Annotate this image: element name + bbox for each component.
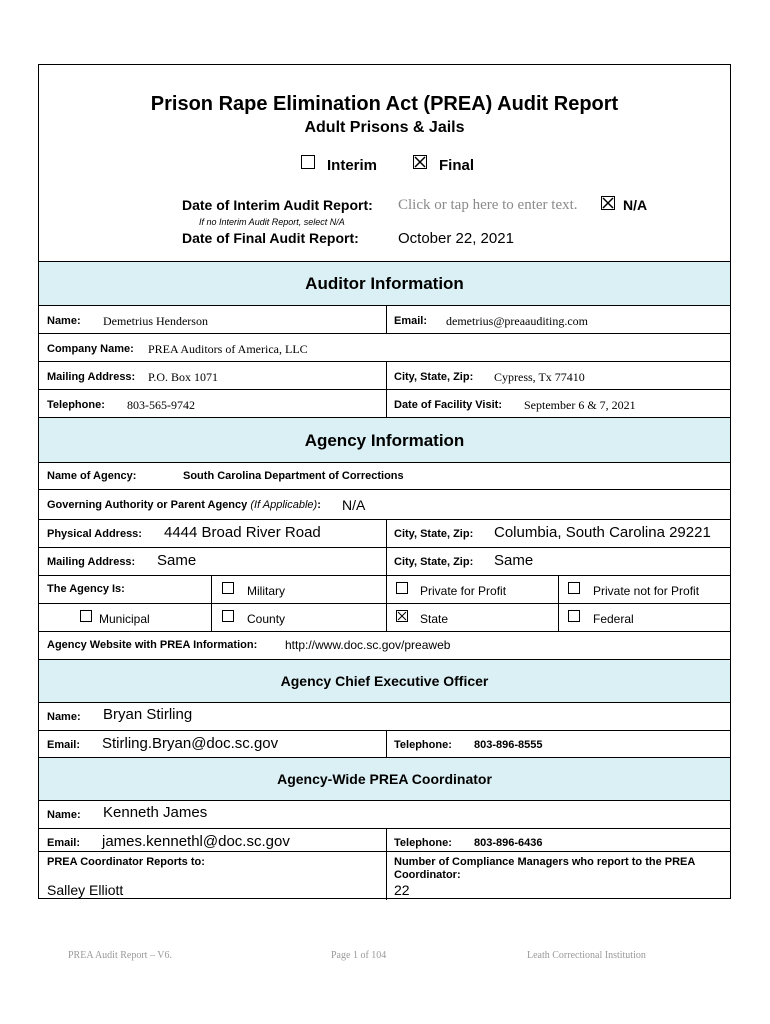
state-label: State: [420, 612, 449, 626]
check-x-icon: [414, 156, 426, 168]
ceo-email-label: Email:: [47, 739, 81, 751]
company-name-value: PREA Auditors of America, LLC: [148, 342, 308, 356]
na-checkbox-checked[interactable]: [601, 196, 615, 210]
compliance-managers-label-line1: Number of Compliance Managers who report to the PREA: [394, 856, 696, 868]
ceo-email-value: Stirling.Bryan@doc.sc.gov: [102, 735, 279, 752]
ceo-telephone-value: 803-896-8555: [474, 739, 543, 751]
final-label: Final: [439, 157, 475, 174]
reports-to-value: Salley Elliott: [47, 882, 124, 898]
interim-note: If no Interim Audit Report, select N/A: [199, 217, 345, 227]
auditor-mailing-label: Mailing Address:: [47, 371, 136, 383]
auditor-name-label: Name:: [47, 315, 81, 327]
municipal-label: Municipal: [99, 612, 150, 626]
coordinator-section-title: Agency-Wide PREA Coordinator: [277, 771, 492, 787]
coordinator-section-header: [39, 757, 730, 801]
private-nonprofit-checkbox[interactable]: [568, 582, 580, 594]
coordinator-name-value: Kenneth James: [103, 804, 208, 821]
agency-section-title: Agency Information: [304, 431, 465, 450]
interim-date-field[interactable]: Click or tap here to enter text.: [398, 197, 578, 213]
federal-label: Federal: [593, 612, 634, 626]
governing-authority-value: N/A: [342, 497, 366, 513]
report-subtitle: Adult Prisons & Jails: [304, 119, 465, 136]
auditor-section-header: [39, 261, 730, 306]
agency-mailing-city-label: City, State, Zip:: [394, 556, 474, 568]
private-nonprofit-label: Private not for Profit: [593, 584, 700, 598]
county-checkbox[interactable]: [222, 610, 234, 622]
ceo-section-header: [39, 659, 730, 703]
compliance-managers-value: 22: [394, 882, 410, 898]
physical-address-label: Physical Address:: [47, 528, 142, 540]
facility-visit-label: Date of Facility Visit:: [394, 399, 502, 411]
auditor-city-value: Cypress, Tx 77410: [494, 370, 585, 384]
agency-section-header: [39, 417, 730, 463]
state-checkbox-checked[interactable]: [396, 610, 408, 622]
ceo-section-title: Agency Chief Executive Officer: [280, 673, 489, 689]
coordinator-email-label: Email:: [47, 837, 81, 849]
auditor-telephone-value: 803-565-9742: [127, 398, 195, 412]
coordinator-telephone-value: 803-896-6436: [474, 837, 543, 849]
agency-mailing-city-value: Same: [494, 552, 534, 569]
auditor-section-title: Auditor Information: [305, 274, 464, 293]
private-profit-checkbox[interactable]: [396, 582, 408, 594]
agency-website-link[interactable]: http://www.doc.sc.gov/preaweb: [285, 638, 451, 652]
physical-city-label: City, State, Zip:: [394, 528, 474, 540]
federal-checkbox[interactable]: [568, 610, 580, 622]
ceo-name-value: Bryan Stirling: [103, 706, 193, 723]
municipal-checkbox[interactable]: [80, 610, 92, 622]
auditor-name-value: Demetrius Henderson: [103, 314, 208, 328]
ceo-name-label: Name:: [47, 711, 81, 723]
governing-authority-label: Governing Authority or Parent Agency (If Applicable):: [47, 499, 321, 511]
final-date-label: Date of Final Audit Report:: [182, 230, 359, 246]
footer-page-number: Page 1 of 104: [331, 950, 387, 961]
interim-date-label: Date of Interim Audit Report:: [182, 197, 373, 213]
physical-address-value: 4444 Broad River Road: [164, 524, 321, 541]
facility-visit-value: September 6 & 7, 2021: [524, 398, 636, 412]
agency-type-label: The Agency Is:: [47, 583, 125, 595]
interim-label: Interim: [327, 157, 378, 174]
military-label: Military: [247, 584, 285, 598]
interim-checkbox[interactable]: [301, 155, 315, 169]
agency-name-label: Name of Agency:: [47, 470, 137, 482]
na-label: N/A: [623, 197, 648, 213]
agency-name-value: South Carolina Department of Corrections: [183, 470, 404, 482]
auditor-email-value: demetrius@preaauditing.com: [446, 314, 589, 328]
report-title: Prison Rape Elimination Act (PREA) Audit Report: [150, 93, 619, 115]
auditor-mailing-value: P.O. Box 1071: [148, 370, 219, 384]
check-x-icon: [397, 611, 407, 621]
coordinator-name-label: Name:: [47, 809, 81, 821]
footer-version: PREA Audit Report – V6.: [68, 950, 172, 961]
final-checkbox-checked[interactable]: [413, 155, 427, 169]
coordinator-telephone-label: Telephone:: [394, 837, 452, 849]
check-x-icon: [602, 197, 614, 209]
physical-city-value: Columbia, South Carolina 29221: [494, 524, 711, 541]
ceo-telephone-label: Telephone:: [394, 739, 452, 751]
reports-to-label: PREA Coordinator Reports to:: [47, 856, 205, 868]
coordinator-email-value: james.kennethl@doc.sc.gov: [102, 833, 290, 850]
county-label: County: [247, 612, 286, 626]
audit-report-form: [38, 64, 731, 899]
military-checkbox[interactable]: [222, 582, 234, 594]
compliance-managers-label-line2: Coordinator:: [394, 869, 461, 881]
company-name-label: Company Name:: [47, 343, 134, 355]
agency-mailing-label: Mailing Address:: [47, 556, 136, 568]
auditor-email-label: Email:: [394, 315, 428, 327]
final-date-value: October 22, 2021: [398, 230, 514, 247]
private-profit-label: Private for Profit: [420, 584, 507, 598]
auditor-telephone-label: Telephone:: [47, 399, 105, 411]
footer-facility: Leath Correctional Institution: [527, 950, 646, 961]
agency-mailing-value: Same: [157, 552, 197, 569]
agency-website-label: Agency Website with PREA Information:: [47, 639, 258, 651]
auditor-city-label: City, State, Zip:: [394, 371, 474, 383]
